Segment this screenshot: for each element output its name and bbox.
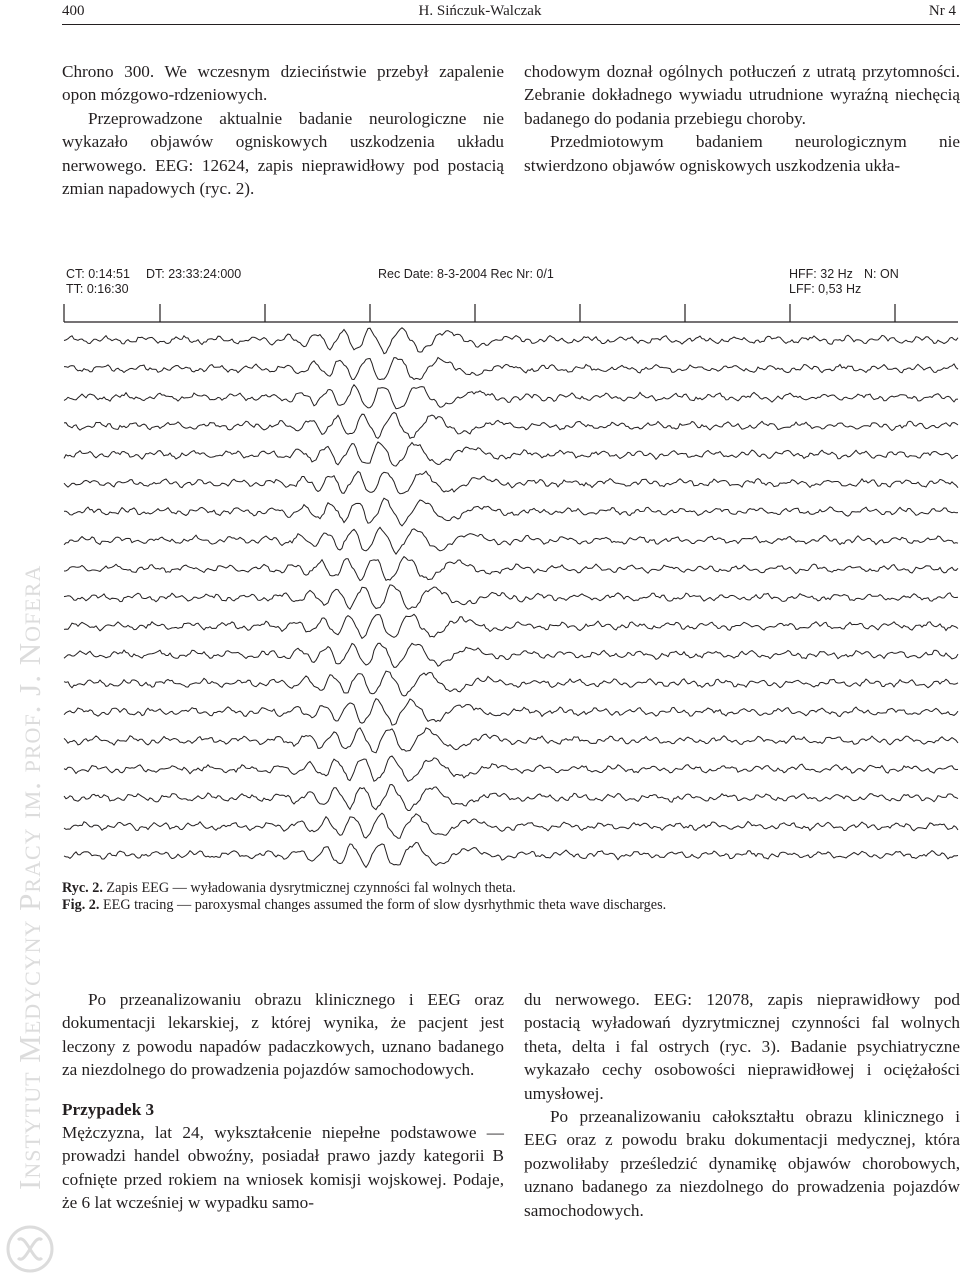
watermark-text: Instytut Medycyny Pracy im. prof. J. Nofera (12, 564, 47, 1190)
eeg-channel-trace (64, 756, 958, 781)
eeg-channel-trace (64, 614, 958, 638)
eeg-hff: HFF: 32 Hz (789, 267, 853, 281)
eeg-channel-trace (64, 471, 958, 494)
eeg-channel-trace (64, 699, 958, 725)
eeg-channel-trace (64, 557, 958, 581)
eeg-channel-trace (64, 585, 958, 609)
eeg-channel-trace (64, 498, 958, 526)
top-right-column (524, 60, 960, 177)
institute-logo-icon (4, 1218, 56, 1280)
eeg-time-bar (64, 304, 958, 322)
eeg-channel-trace (64, 413, 958, 439)
paragraph: Po przeanalizowaniu obrazu klinicznego i EEG oraz dokumentacji lekarskiej, z której wynika, że pacjent jest leczony z powodu napadów padaczkowych, uznano badanego za niezdolnego do prowadzenia pojazdów samochodowych. (62, 990, 504, 1080)
eeg-channel-trace (64, 358, 958, 380)
eeg-notch: N: ON (864, 267, 899, 281)
section-heading: Przypadek 3 (62, 1099, 155, 1119)
caption-pl (62, 880, 960, 897)
paragraph: Mężczyzna, lat 24, wykształcenie niepełne podstawowe — prowadzi handel obwoźny, posiadał prawo jazdy kategorii B cofnięte przed rokiem na wniosek komisji wojskowej. Podaje, że 6 lat wcześniej w wypadku samo- (62, 1123, 504, 1213)
paragraph: Chrono 300. We wczesnym dzieciństwie przebył zapalenie opon mózgowo-rdzeniowych. (62, 62, 504, 105)
eeg-rec-date: Rec Date: 8-3-2004 Rec Nr: 0/1 (378, 267, 554, 281)
eeg-channel-trace (64, 785, 958, 811)
caption-pl-label: Ryc. 2. (62, 880, 103, 896)
figure-caption (62, 880, 960, 913)
eeg-tt: TT: 0:16:30 (66, 282, 129, 296)
paragraph: Przedmiotowym badaniem neurologicznym nie stwierdzono objawów ogniskowych uszkodzenia ukła- (524, 132, 960, 175)
running-author: H. Sińczuk-Walczak (418, 3, 542, 19)
page-number: 400 (62, 3, 85, 19)
paragraph: du nerwowego. EEG: 12078, zapis nieprawidłowy pod postacią wyładowań dyzrytmicznej czynności fal wolnych theta, delta i fal ostrych (ryc. 3). Badanie psychiatryczne wykazało cechy osobowości nieprawidłowej i ociężałości umysłowej. (524, 990, 960, 1103)
issue-number: Nr 4 (928, 3, 956, 19)
eeg-channel-trace (64, 527, 958, 554)
eeg-tracing (62, 262, 960, 874)
eeg-channel-trace (64, 842, 958, 867)
header-rule (62, 24, 960, 25)
eeg-lff: LFF: 0,53 Hz (789, 282, 862, 296)
top-left-column (62, 60, 504, 200)
bottom-right-column (524, 988, 960, 1222)
eeg-channel-trace (64, 328, 958, 354)
eeg-channel-trace (64, 813, 958, 838)
caption-en-text: EEG tracing — paroxysmal changes assumed the form of slow dysrhythmic theta wave discharges. (102, 896, 667, 913)
running-header (0, 0, 960, 22)
eeg-dt: DT: 23:33:24:000 (146, 267, 242, 281)
bottom-left-column (62, 988, 504, 1215)
eeg-channel-trace (64, 442, 958, 466)
caption-en-label: Fig. 2. (62, 896, 100, 913)
paragraph: Po przeanalizowaniu całokształtu obrazu klinicznego i EEG oraz z powodu braku dokumentacji medycznej, która pozwoliłaby prześledzić dynamikę objawów chorobowych, uznano badanego za niezdolnego do prowadzenia pojazdów samochodowych. (524, 1107, 960, 1220)
eeg-channel-trace (64, 643, 958, 667)
paragraph: Przeprowadzone aktualnie badanie neurologiczne nie wykazało objawów ogniskowych uszkodzenia układu nerwowego. EEG: 12624, zapis nieprawidłowy pod postacią zmian napadowych (ryc. 2). (62, 108, 504, 199)
caption-en (62, 897, 960, 914)
eeg-figure (62, 262, 960, 874)
paragraph: chodowym doznał ogólnych potłuczeń z utratą przytomności. Zebranie dokładnego wywiadu utrudnione wyraźną niechęcią badanego do podania przebiegu choroby. (524, 62, 960, 128)
eeg-channel-trace (64, 671, 958, 696)
eeg-channel-trace (64, 385, 958, 409)
caption-pl-text: Zapis EEG — wyładowania dysrytmicznej czynności fal wolnych theta. (106, 880, 516, 896)
eeg-channel-trace (64, 728, 958, 753)
eeg-ct: CT: 0:14:51 (66, 267, 130, 281)
